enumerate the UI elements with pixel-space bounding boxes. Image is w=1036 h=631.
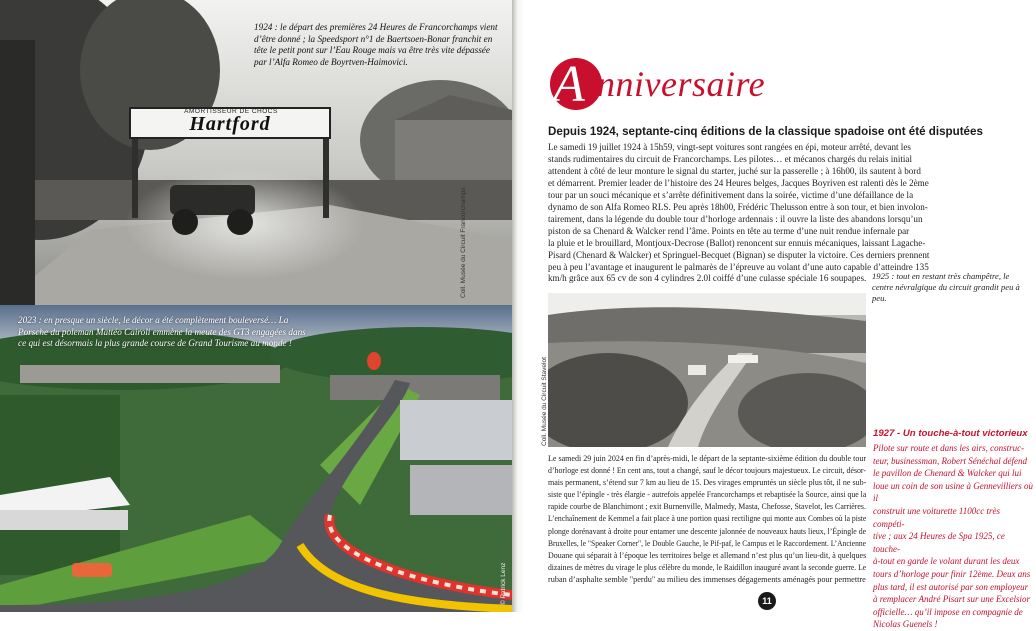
sidebar-line: le pavillon de Chenard & Walcker qui lui xyxy=(873,468,1022,479)
text-line: piston de sa Chenard & Walcker rend l’âme. Points en tête au terme d’une nuit rendue infernale par xyxy=(548,225,910,236)
photo-2023-caption: 2023 : en presque un siècle, le décor a été complètement bouleversé… La Porsche du poleman Mattéo Cairoli emmène la meute des GT3 engagées dans ce qui est désormais la plus grande course de Grand Tourisme au monde ! xyxy=(18,315,306,348)
photo-2023-circuit xyxy=(0,305,512,612)
text-line: tairement, dans la légende du double tour d’horloge ardennais : il ouvre la liste des abandons lorsqu’un xyxy=(548,213,923,224)
text-line: Pisard (Chenard & Walcker) et Springuel-Becquet (Bignan) se disputer la victoire. Ces derniers prennent xyxy=(548,249,930,260)
text-line: stands rudimentaires du circuit de Francorchamps. Les pilotes… et mécanos chargés du relais initial xyxy=(548,153,912,164)
sidebar-line: Nicolas Guenels ! xyxy=(873,619,938,630)
page-number: 11 xyxy=(758,592,776,610)
title-first-letter: A xyxy=(553,56,585,113)
left-page xyxy=(0,0,512,612)
photo-2023-illustration xyxy=(0,305,512,612)
sidebar-text xyxy=(873,442,1033,631)
text-line: Douane qui séparait à l’époque les territoires belge et allemand n’est plus qu’un lieu-dit, à quelques xyxy=(548,549,867,560)
text-line: d’horloge est donné ! En cent ans, tout a changé, sauf le décor toujours majestueux. Le circuit, désor- xyxy=(548,465,866,476)
text-line: la pluie et le brouillard, Montjoux-Decrose (Ballot) renoncent sur ennuis mécaniques, laissant Lagache- xyxy=(548,237,926,248)
photo-1925-circuit-center xyxy=(548,293,866,447)
page-gutter xyxy=(512,0,524,612)
text-line: plonge dorénavant à droite pour entamer une descente jalonnée de nouveaux hauts lieux, l’Épingle de xyxy=(548,525,867,536)
text-line: tour par un souci mécanique et s’arrête définitivement dans la soirée, victime d’une défaillance de la xyxy=(548,189,914,200)
text-line: ruban d’asphalte semble "perdu" au milieu des immenses dégagements aménagés pour permettre xyxy=(548,573,866,584)
banner-small-text: AMORTISSEUR DE CHOCS xyxy=(184,108,278,115)
sidebar-title: 1927 - Un touche-à-tout victorieux xyxy=(873,428,1028,439)
text-line: peu à peu l’avantage et inaugurent le palmarès de l’épreuve au volant d’une auto capable d’atteindre 135 xyxy=(548,261,929,272)
photo-1925-illustration xyxy=(548,293,866,447)
page-title: nniversaire xyxy=(597,64,766,104)
second-paragraph xyxy=(548,452,866,585)
text-line: Le samedi 19 juillet 1924 à 15h59, vingt-sept voitures sont rangées en épi, moteur arrêté, devant les xyxy=(548,142,911,152)
text-line: Bruxelles, le "Speaker Corner", le Double Gauche, le Pif-paf, le Campus et le Raccordement. L’Ancienne xyxy=(548,537,866,548)
photo-2023-credit: © Patrick Lenz xyxy=(500,562,507,605)
text-line: attendent à côté de leur monture le signal du starter, juché sur la passerelle ; à 16h00, ils sautent à bord xyxy=(548,165,921,176)
text-line: mais permanent, s’étend sur 7 km au lieu de 15. Des virages empruntés un siècle plus tôt, il ne sub- xyxy=(548,477,867,488)
sidebar-line: plus tard, il est autorisé par son employeur xyxy=(873,581,1029,592)
text-line: et démarrent. Premier leader de l’histoire des 24 Heures belges, Jacques Boyriven est ralenti dès le 2ème xyxy=(548,177,929,188)
sidebar-line: loue un coin de son usine à Gennevilliers où il xyxy=(873,480,1033,504)
text-line: L’enchaînement de Kemmel a fait place à une portion quasi rectiligne qui monte aux Combes où la piste xyxy=(548,513,867,524)
text-line: siste que l’épingle - très élargie - autrefois appelée Francorchamps et rebaptisée la Source, ainsi que la xyxy=(548,489,867,500)
text-line: dizaines de mètres du virage le plus célèbre du monde, le Raidillon inauguré avant la seconde guerre. Le xyxy=(548,561,867,572)
banner-brand-text: Hartford xyxy=(189,113,271,135)
intro-paragraph xyxy=(548,142,1018,285)
sidebar-line: tive ; aux 24 Heures de Spa 1925, ce touche- xyxy=(873,531,1005,554)
photo-1924-credit: Coll. Musée du Circuit Francorchamps xyxy=(460,187,467,298)
article-subhead: Depuis 1924, septante-cinq éditions de la classique spadoise ont été disputées xyxy=(548,125,983,138)
photo-1925-credit: Coll. Musée du Circuit Stavelot xyxy=(541,357,548,446)
sidebar-line: tours d’horloge pour finir 12ème. Deux ans xyxy=(873,568,1031,579)
text-line: km/h grâce aux 65 cv de son 4 cylindres 2.0l coiffé d’une culasse spéciale 16 soupapes. xyxy=(548,273,867,284)
text-line: Le samedi 29 juin 2024 en fin d’après-midi, le départ de la septante-sixième édition du double tour xyxy=(548,453,867,463)
sidebar-line: officielle… qu’il impose en compagnie de xyxy=(873,606,1023,617)
photo-1925-caption: 1925 : tout en restant très champêtre, le centre névralgique du circuit grandit peu à peu. xyxy=(872,271,1020,303)
sidebar-line: construit une voiturette 1100cc très compéti- xyxy=(873,505,1000,529)
sidebar-line: à-tout en garde le volant durant les deux xyxy=(873,556,1020,567)
text-line: dynamo de son Alfa Romeo RLS. Peu après 18h00, Frédéric Thelusson entre à son tour, et bien involon- xyxy=(548,201,928,212)
photo-1924-start xyxy=(0,0,512,305)
text-line: rapide courbe de Blanchimont ; exit Burnenville, Malmedy, Masta, Chefosse, Stavelot, les Carrières. xyxy=(548,501,866,512)
photo-1924-caption: 1924 : le départ des premières 24 Heures de Francorchamps vient d’être donné ; la Speedsport n°1 de Baertsoen-Bonar franchit en tête le petit pont sur l’Eau Rouge mais va être très vite dépassée par l’Alfa Romeo de Boyrtven-Haimovici. xyxy=(254,22,498,67)
sidebar-line: teur, businessman, Robert Sénéchal défend xyxy=(873,455,1027,466)
sidebar-line: à remplacer André Pisart sur une Excelsior xyxy=(873,594,1030,605)
sidebar-line: Pilote sur route et dans les airs, construc- xyxy=(873,443,1025,453)
